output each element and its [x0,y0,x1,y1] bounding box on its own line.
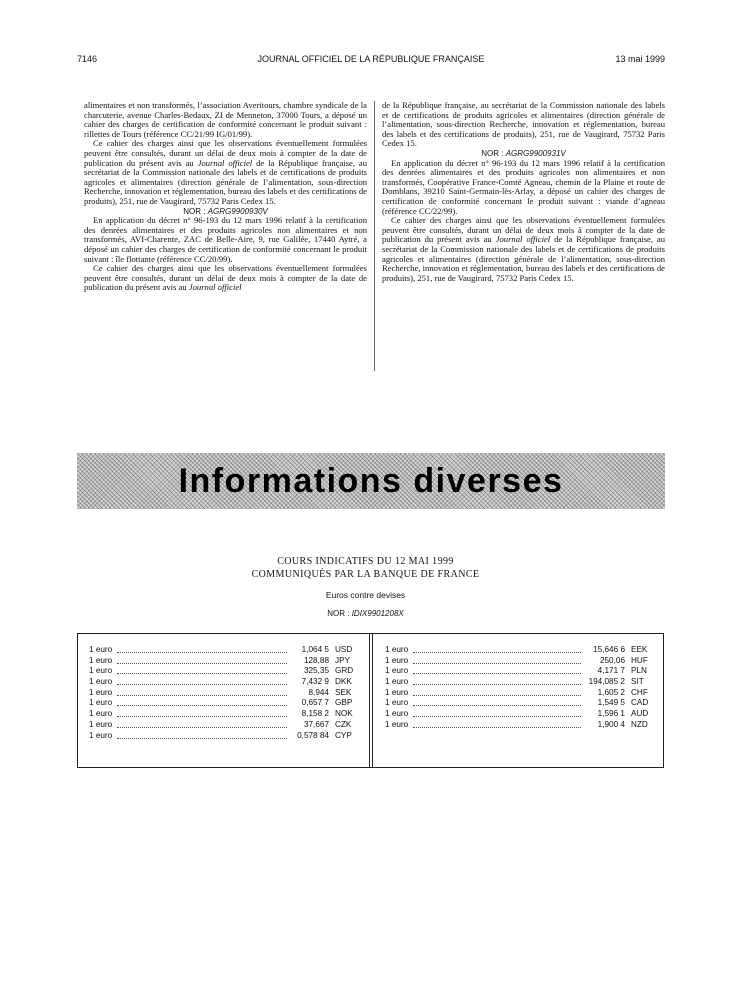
page-header [77,54,665,68]
currency-code: AUD [631,709,649,719]
paragraph: Ce cahier des charges ainsi que les observations éventuellement formulées peuvent être consultés, durant un délai de deux mois à compter de la date de publication du présent avis au Journal officiel de la République française, au secrétariat de la Commission nationale des labels et de certifications de produits agricoles et alimentaires (direction générale de l’alimentation, sous-direction Recherche, innovation et réglementation, bureau des labels et des certifications de produits), 251, rue de Vaugirard, 75732 Paris Cedex 15. [382,215,666,283]
paragraph: En application du décret n° 96-193 du 12 mars 1996 relatif à la certification des denrées alimentaires et des produits agricoles non alimentaires et non transformés, AVI-Charente, ZAC de Belle-Aire, 9, rue Galilée, 17440 Aytré, a déposé un cahier des charges de certification de conformité concernant le produit suivant : île flottante (référence CC/20/99). [84,215,367,264]
currency-code: CHF [631,687,648,697]
rate-label: 1 euro [385,655,409,665]
currency-code: HUF [631,655,648,665]
rate-value: 325,35 [303,666,329,676]
cours-subtitle: Euros contre devises [325,590,406,600]
rate-value: 1,064 5 [301,645,329,654]
rate-value: 7,432 9 [301,677,329,687]
rate-value: 128,88 [303,655,329,665]
rate-label: 1 euro [89,719,113,729]
rate-label: 1 euro [385,709,409,719]
rate-value: 37,667 [303,719,329,729]
currency-code: CZK [335,719,352,729]
leader-dots [413,715,581,717]
rate-row [89,720,359,731]
rate-row [385,688,655,699]
rate-row [385,698,655,709]
leader-dots [413,694,581,696]
rates-right-column [385,645,655,731]
currency-code: USD [335,645,353,654]
rate-label: 1 euro [89,730,113,740]
rate-label: 1 euro [89,666,113,676]
cours-title-line1: COURS INDICATIFS DU 12 MAI 1999 [277,556,454,567]
table-divider [369,633,373,768]
leader-dots [413,704,581,706]
rate-label: 1 euro [385,698,409,708]
rate-row [385,677,655,688]
currency-code: JPY [335,655,351,665]
currency-code: NOK [335,709,353,719]
cours-title-line2: COMMUNIQUÉS PAR LA BANQUE DE FRANCE [251,569,480,580]
rate-row [385,656,655,667]
issue-date: 13 mai 1999 [615,54,665,64]
leader-dots [413,683,581,685]
rate-label: 1 euro [385,666,409,676]
rate-label: 1 euro [385,645,409,654]
rate-label: 1 euro [89,655,113,665]
rate-row [89,731,359,742]
leader-dots [117,683,287,685]
paragraph: En application du décret n° 96-193 du 12 mars 1996 relatif à la certification des denrées alimentaires et des produits agricoles non alimentaires et non transformés, Coopérative France-Comté Agneau, chemin de la Plaine et route de Domblans, 39210 Saint-Germain-lès-Arlay, a déposé un cahier des charges de certification de conformité concernant le produit suivant : viande d’agneau (référence CC/22/99). [382,157,665,216]
rate-label: 1 euro [89,687,113,697]
currency-code: CAD [631,698,649,708]
rate-row [385,720,655,731]
section-title: Informations diverses [178,462,564,500]
rate-value: 1,549 5 [597,698,625,708]
leader-dots [413,662,581,664]
rate-value: 0,578 84 [297,730,329,740]
rate-value: 0,657 7 [301,698,329,708]
rate-value: 8,944 [308,687,329,697]
rates-left-column [89,645,359,741]
currency-code: DKK [335,677,352,687]
rate-label: 1 euro [89,677,113,687]
rate-row [385,666,655,677]
nor-reference: NOR : AGRG9900930V [183,206,268,216]
rate-value: 1,605 2 [597,687,625,697]
rate-row [385,709,655,720]
leader-dots [117,704,287,706]
section-banner [77,453,665,509]
rate-value: 4,171 7 [597,666,625,676]
leader-dots [117,715,287,717]
rate-label: 1 euro [89,645,113,654]
rate-row [89,688,359,699]
rate-value: 194,085 2 [588,677,625,687]
rate-value: 1,596 1 [597,709,625,719]
left-column [84,101,367,293]
rate-label: 1 euro [385,687,409,697]
column-divider [374,101,375,371]
cours-nor-reference: NOR : IDIX9901208X [327,609,404,618]
paragraph: Ce cahier des charges ainsi que les observations éventuellement formulées peuvent être consultés, durant un délai de deux mois à compter de la date de publication du présent avis au Journal officiel [84,263,367,293]
rate-label: 1 euro [89,709,113,719]
paragraph: Ce cahier des charges ainsi que les observations éventuellement formulées peuvent être consultés, durant un délai de deux mois à compter de la date de publication du présent avis au Journal officiel de la République française, au secrétariat de la Commission nationale des labels et de certifications de produits agricoles et alimentaires (direction générale de l’alimentation, sous-direction Recherche, innovation et réglementation, bureau des labels et des certifications de produits), 251, rue de Vaugirard, 75732 Paris Cedex 15. [84,138,368,206]
leader-dots [117,726,287,728]
leader-dots [117,737,287,739]
leader-dots [117,672,287,674]
currency-code: EEK [631,645,648,654]
leader-dots [117,662,287,664]
leader-dots [413,651,581,653]
journal-title: JOURNAL OFFICIEL DE LA RÉPUBLIQUE FRANÇAISE [257,54,485,64]
paragraph: de la République française, au secrétariat de la Commission nationale des labels et de certifications de produits agricoles et alimentaires (direction générale de l’alimentation, sous-direction Recherche, innovation et réglementation, bureau des labels et des certifications de produits), 251, rue de Vaugirard, 75732 Paris Cedex 15. [382,100,665,149]
page-number: 7146 [77,54,98,64]
rate-label: 1 euro [89,698,113,708]
nor-reference: NOR : AGRG9900931V [481,148,566,158]
leader-dots [117,694,287,696]
leader-dots [413,726,581,728]
rate-row [89,677,359,688]
rate-row [89,645,359,656]
rate-row [89,698,359,709]
rate-value: 1,900 4 [597,719,625,729]
leader-dots [413,672,581,674]
rate-value: 250,06 [599,655,625,665]
rate-row [89,656,359,667]
currency-code: GRD [335,666,354,676]
paragraph: alimentaires et non transformés, l’association Averitours, chambre syndicale de la charcuterie, avenue Charles-Bedaux, ZI de Menneton, 37000 Tours, a déposé un cahier des charges de certification de conformité concernant le produit suivant : rillettes de Tours (référence CC/21/99 IG/01/99). [84,100,367,139]
currency-code: CYP [335,730,352,740]
currency-code: SEK [335,687,352,697]
rate-label: 1 euro [385,677,409,687]
currency-code: SIT [631,677,644,687]
rate-value: 8,158 2 [301,709,329,719]
rate-value: 15,646 6 [593,645,625,654]
currency-code: PLN [631,666,647,676]
rate-row [89,666,359,677]
currency-code: NZD [631,719,648,729]
leader-dots [117,651,287,653]
rate-row [89,709,359,720]
currency-code: GBP [335,698,353,708]
right-column [382,101,665,283]
rate-row [385,645,655,656]
rate-label: 1 euro [385,719,409,729]
